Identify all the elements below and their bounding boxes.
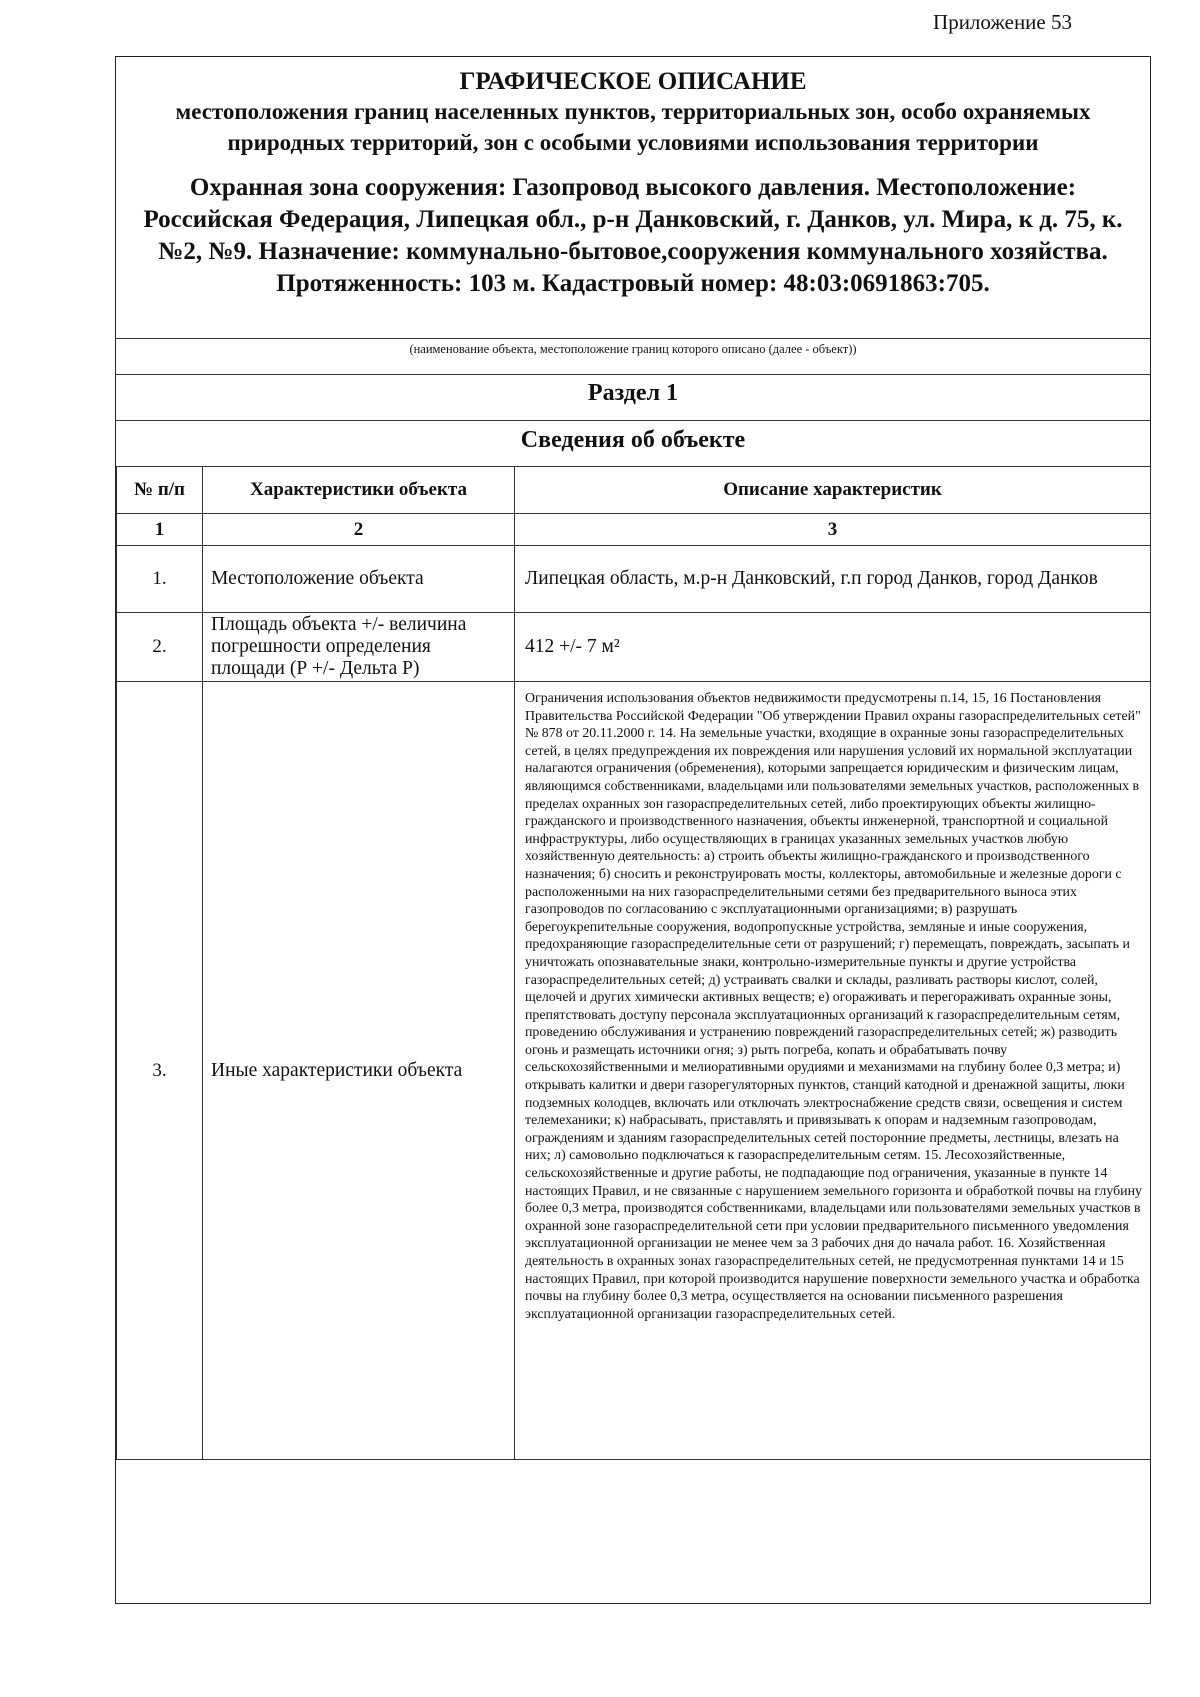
object-name: Охранная зона сооружения: Газопровод высокого давления. Местоположение: Российская Федерация, Липецкая обл., р-н Данковский, г. Данков, ул. Мира, к д. 75, к. №2, №9. Назначение: коммунально-бытовое,сооружения коммунального хозяйства. Протяженность: 103 м. Кадастровый номер: 48:03:0691863:705. [143,174,1123,297]
table-row [117,682,1151,1460]
row-number: 1. [117,546,203,613]
appendix-label: Приложение 53 [933,10,1072,34]
table-row [117,546,1151,613]
characteristic-cell: Местоположение объекта [203,546,515,613]
column-number: 2 [203,514,515,546]
divider [116,374,1150,375]
table-row [117,613,1151,682]
divider [116,420,1150,421]
row-number: 2. [117,613,203,682]
section-name: Сведения об объекте [520,427,746,453]
column-header: Характеристики объекта [203,467,515,514]
column-header: № п/п [117,467,203,514]
divider [116,338,1150,339]
column-header: Описание характеристик [515,467,1151,514]
description-cell: 412 +/- 7 м² [515,613,1151,682]
document-title: ГРАФИЧЕСКОЕ ОПИСАНИЕ [459,68,807,95]
document-subtitle: местоположения границ населенных пунктов, территориальных зон, особо охраняемых природных территорий, зон с особыми условиями использования территории [175,99,1091,155]
object-info-table [116,466,1151,1460]
object-caption: (наименование объекта, местоположение границ которого описано (далее - объект)) [409,342,857,356]
document-frame [115,56,1151,1604]
description-cell: Липецкая область, м.р-н Данковский, г.п город Данков, город Данков [515,546,1151,613]
characteristic-cell: Иные характеристики объекта [203,682,515,1460]
section-number: Раздел 1 [587,380,679,406]
characteristic-cell: Площадь объекта +/- величина погрешности определения площади (Р +/- Дельта Р) [203,613,515,682]
row-number: 3. [117,682,203,1460]
table-header-row [117,467,1151,514]
column-number: 3 [515,514,1151,546]
document-header [116,57,1150,300]
description-cell: Ограничения использования объектов недвижимости предусмотрены п.14, 15, 16 Постановления Правительства Российской Федерации "Об утверждении Правил охраны газораспределительных сетей" № 878 от 20.11.2000 г. 14. На земельные участки, входящие в охранные зоны газораспределительных сетей, в целях предупреждения их повреждения или нарушения условий их нормальной эксплуатации налагаются ограничения (обременения), которыми запрещается юридическим и физическим лицам, являющимся собственниками, владельцами или пользователями земельных участков, расположенных в пределах охранных зон газораспределительных сетей, либо проектирующих объекты жилищно-гражданского и производственного назначения, объекты инженерной, транспортной и социальной инфраструктуры, либо осуществляющих в границах указанных земельных участков любую хозяйственную деятельность: а) строить объекты жилищно-гражданского и производственного назначения; б) сносить и реконструировать мосты, коллекторы, автомобильные и железные дороги с расположенными на них газораспределительными сетями без предварительного выноса этих газопроводов по согласованию с эксплуатационными организациями; в) разрушать берегоукрепительные сооружения, водопропускные устройства, земляные и иные сооружения, предохраняющие газораспределительные сети от разрушений; г) перемещать, повреждать, засыпать и уничтожать опознавательные знаки, контрольно-измерительные пункты и другие устройства газораспределительных сетей; д) устраивать свалки и склады, разливать растворы кислот, солей, щелочей и других химически активных веществ; е) огораживать и перегораживать охранные зоны, препятствовать доступу персонала эксплуатационных организаций к газораспределительным сетям, проведению обслуживания и устранению повреждений газораспределительных сетей; ж) разводить огонь и размещать источники огня; з) рыть погреба, копать и обрабатывать почву сельскохозяйственными и мелиоративными орудиями и механизмами на глубину более 0,3 метра; и) открывать калитки и двери газорегуляторных пунктов, станций катодной и дренажной защиты, люки подземных колодцев, включать или отключать электроснабжение средств связи, освещения и систем телемеханики; к) набрасывать, приставлять и привязывать к опорам и надземным газопроводам, ограждениям и зданиям газораспределительных сетей посторонние предметы, лестницы, влезать на них; л) самовольно подключаться к газораспределительным сетям. 15. Лесохозяйственные, сельскохозяйственные и другие работы, не подпадающие под ограничения, указанные в пункте 14 настоящих Правил, и не связанные с нарушением земельного горизонта и обработкой почвы на глубину более 0,3 метра, производятся собственниками, владельцами или пользователями земельных участков в охранной зоне газораспределительной сети при условии предварительного письменного уведомления эксплуатационной организации не менее чем за 3 рабочих дня до начала работ. 16. Хозяйственная деятельность в охранных зонах газораспределительных сетей, не предусмотренная пунктами 14 и 15 настоящих Правил, при которой производится нарушение поверхности земельного участка и обработка почвы на глубину более 0,3 метра, осуществляется на основании письменного разрешения эксплуатационной организации газораспределительных сетей. [515,682,1151,1460]
column-number: 1 [117,514,203,546]
column-number-row [117,514,1151,546]
